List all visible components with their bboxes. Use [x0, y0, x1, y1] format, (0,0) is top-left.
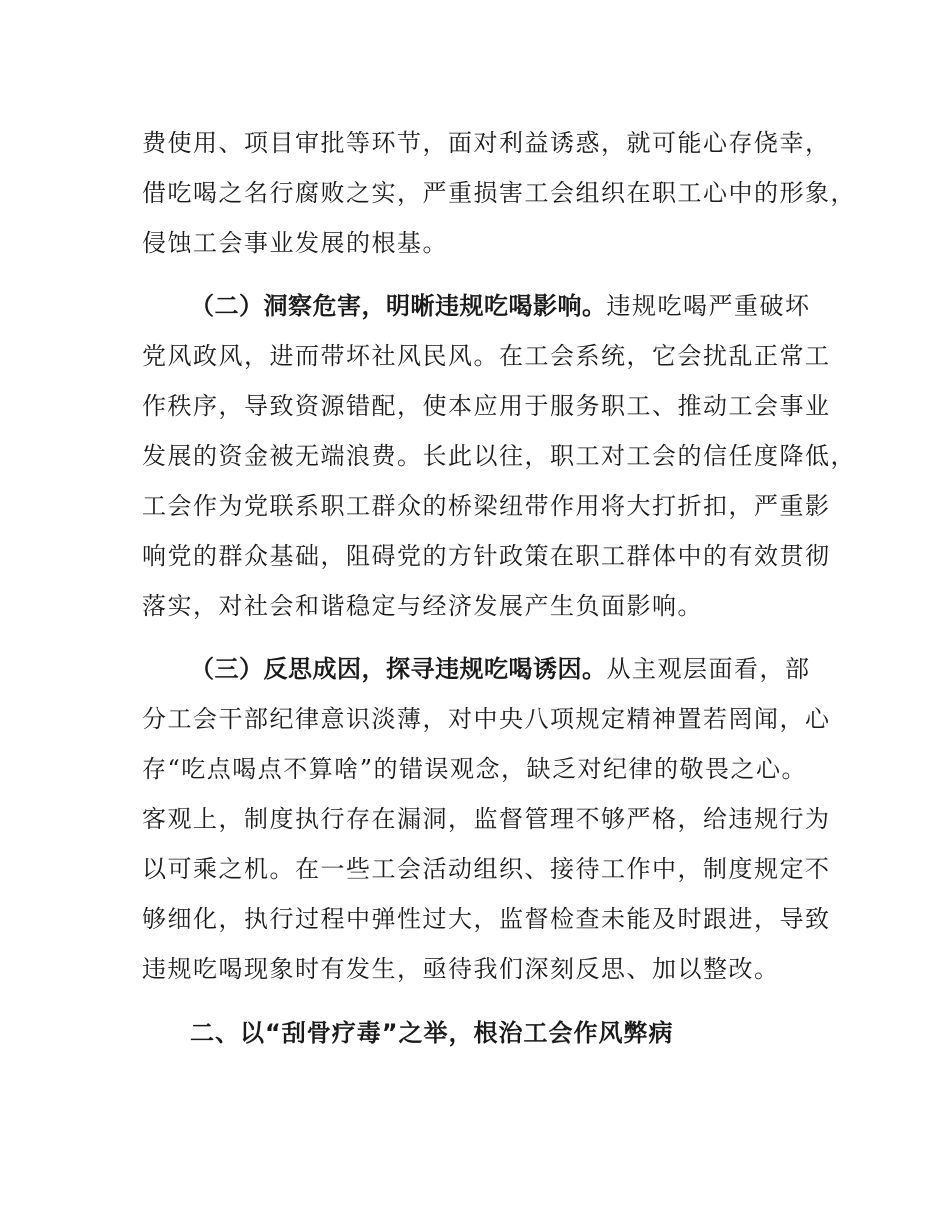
paragraph-line: 费使用、项目审批等环节，面对利益诱惑，就可能心存侥幸，: [142, 129, 831, 157]
paragraph-line: 客观上，制度执行存在漏洞，监督管理不够严格，给违规行为: [142, 805, 831, 833]
paragraph-line: 侵蚀工会事业发展的根基。: [142, 229, 448, 257]
paragraph-line: 违规吃喝现象时有发生，亟待我们深刻反思、加以整改。: [142, 955, 780, 983]
paragraph-line: 工会作为党联系职工群众的桥梁纽带作用将大打折扣，严重影: [142, 492, 831, 520]
paragraph-line: 分工会干部纪律意识淡薄，对中央八项规定精神置若罔闻，心: [142, 705, 831, 733]
paragraph-line: 借吃喝之名行腐败之实，严重损害工会组织在职工心中的形象，: [142, 179, 856, 207]
paragraph-text: 违规吃喝严重破坏: [606, 292, 811, 320]
paragraph-line: 响党的群众基础，阻碍党的方针政策在职工群体中的有效贯彻: [142, 542, 831, 570]
paragraph-line: 存“吃点喝点不算啥”的错误观念，缺乏对纪律的敬畏之心。: [142, 755, 808, 783]
section-heading: 二、以“刮骨疗毒”之举，根治工会作风弊病: [190, 1019, 674, 1047]
paragraph-first-line: [190, 653, 822, 685]
paragraph-text: 从主观层面看，部: [606, 655, 811, 683]
subheading: （二）洞察危害，明晰违规吃喝影响。: [190, 292, 607, 320]
paragraph-line: 作秩序，导致资源错配，使本应用于服务职工、推动工会事业: [142, 392, 831, 420]
subheading: （三）反思成因，探寻违规吃喝诱因。: [190, 655, 607, 683]
paragraph-first-line: [190, 290, 822, 322]
paragraph-line: 够细化，执行过程中弹性过大，监督检查未能及时跟进，导致: [142, 905, 831, 933]
paragraph-line: 以可乘之机。在一些工会活动组织、接待工作中，制度规定不: [142, 855, 831, 883]
paragraph-line: 落实，对社会和谐稳定与经济发展产生负面影响。: [142, 592, 703, 620]
paragraph-line: 发展的资金被无端浪费。长此以往，职工对工会的信任度降低，: [142, 442, 856, 470]
paragraph-line: 党风政风，进而带坏社风民风。在工会系统，它会扰乱正常工: [142, 342, 831, 370]
